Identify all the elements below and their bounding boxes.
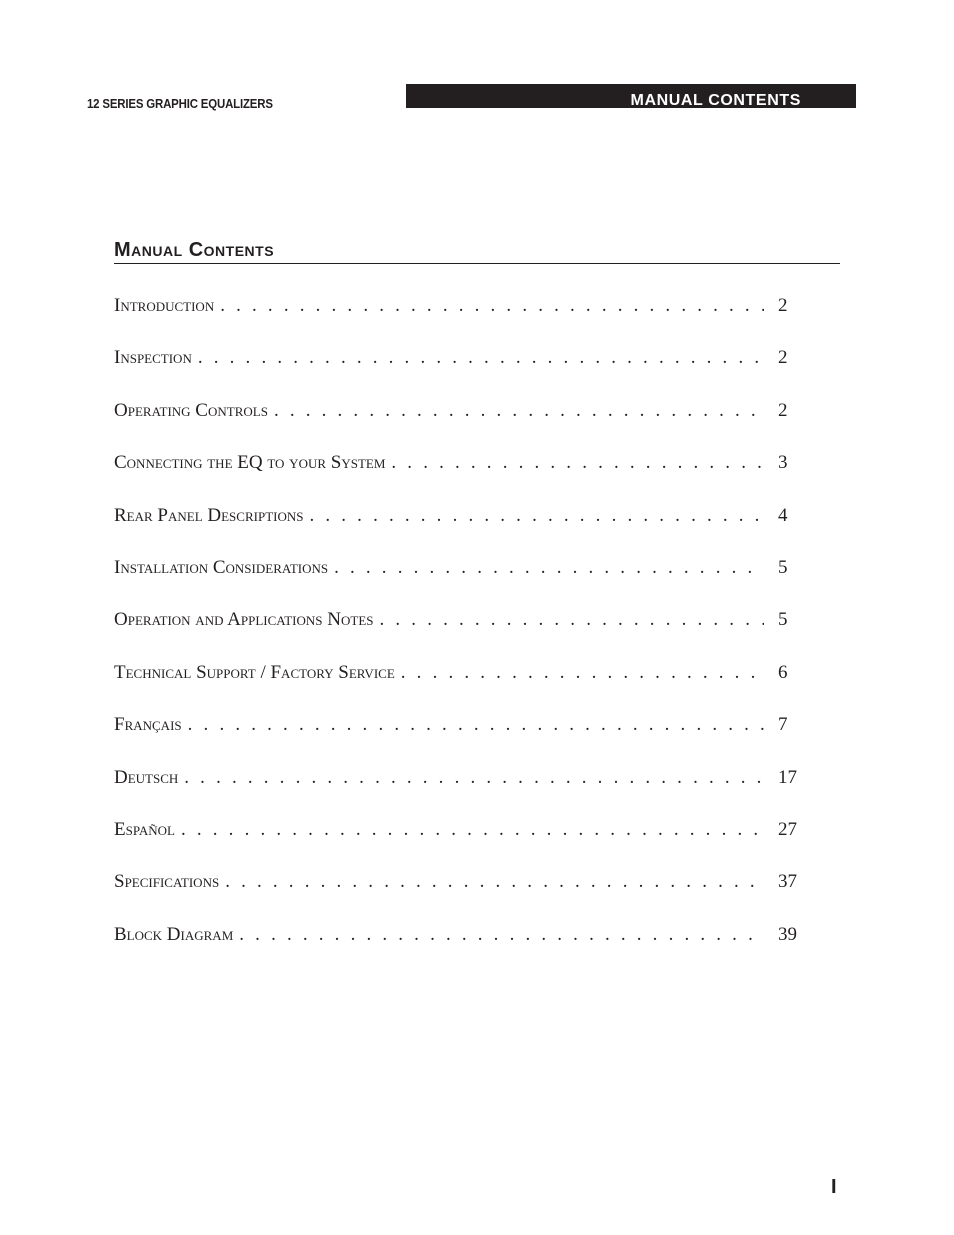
toc-entry-espanol[interactable] [114, 814, 814, 866]
toc-entry-label: Français [114, 714, 182, 736]
toc-entry-label: Rear Panel Descriptions [114, 504, 304, 526]
section-header-bar [406, 84, 856, 108]
toc-entry-operating-controls[interactable] [114, 395, 814, 447]
toc-leader-dots [239, 919, 764, 951]
toc-entry-page: 4 [778, 504, 788, 526]
toc-entry-page: 37 [778, 871, 797, 893]
toc-leader-dots [309, 500, 764, 532]
toc-entry-label: Introduction [114, 295, 215, 316]
toc-entry-label: Inspection [114, 347, 192, 369]
toc-entry-label: Operating Controls [114, 399, 268, 421]
toc-leader-dots [401, 657, 764, 689]
toc-entry-inspection[interactable] [114, 342, 814, 394]
toc-entry-operation-notes[interactable] [114, 604, 814, 656]
toc-leader-dots [198, 342, 764, 374]
toc-entry-page: 5 [778, 609, 788, 631]
toc-entry-page: 6 [778, 661, 788, 683]
toc-entry-label: Español [114, 818, 175, 840]
toc-entry-page: 2 [778, 347, 788, 369]
toc-leader-dots [334, 552, 764, 584]
page-number: I [831, 1176, 837, 1198]
toc-entry-block-diagram[interactable] [114, 919, 814, 971]
toc-entry-deutsch[interactable] [114, 762, 814, 814]
toc-entry-page: 27 [778, 818, 797, 840]
toc-entry-label: Operation and Applications Notes [114, 609, 374, 631]
toc-entry-page: 2 [778, 295, 788, 316]
toc-entry-specifications[interactable] [114, 866, 814, 918]
toc-entry-label: Installation Considerations [114, 556, 329, 578]
toc-leader-dots [181, 814, 764, 846]
page-title: Manual Contents [114, 238, 840, 264]
toc-leader-dots [225, 866, 764, 898]
toc-entry-page: 2 [778, 399, 788, 421]
toc-leader-dots [184, 762, 764, 794]
toc-entry-label: Deutsch [114, 766, 179, 788]
toc-entry-page: 17 [778, 766, 797, 788]
toc-entry-installation[interactable] [114, 552, 814, 604]
toc-entry-label: Block Diagram [114, 923, 234, 945]
toc-leader-dots [188, 709, 764, 741]
table-of-contents [114, 290, 814, 971]
toc-entry-technical-support[interactable] [114, 657, 814, 709]
toc-leader-dots [380, 604, 765, 636]
toc-entry-francais[interactable] [114, 709, 814, 761]
toc-entry-page: 39 [778, 923, 797, 945]
section-header-label: MANUAL CONTENTS [630, 92, 801, 109]
toc-leader-dots [274, 395, 764, 427]
toc-leader-dots [220, 290, 764, 322]
toc-entry-label: Specifications [114, 871, 220, 893]
toc-entry-introduction[interactable] [114, 290, 814, 342]
toc-entry-page: 7 [778, 714, 788, 736]
toc-entry-page: 3 [778, 452, 788, 474]
toc-entry-label: Technical Support / Factory Service [114, 661, 395, 683]
toc-entry-rear-panel[interactable] [114, 500, 814, 552]
toc-entry-connecting[interactable] [114, 447, 814, 499]
series-title: 12 SERIES GRAPHIC EQUALIZERS [87, 96, 273, 111]
toc-leader-dots [391, 447, 764, 479]
toc-entry-label: Connecting the EQ to your System [114, 452, 386, 474]
toc-entry-page: 5 [778, 556, 788, 578]
